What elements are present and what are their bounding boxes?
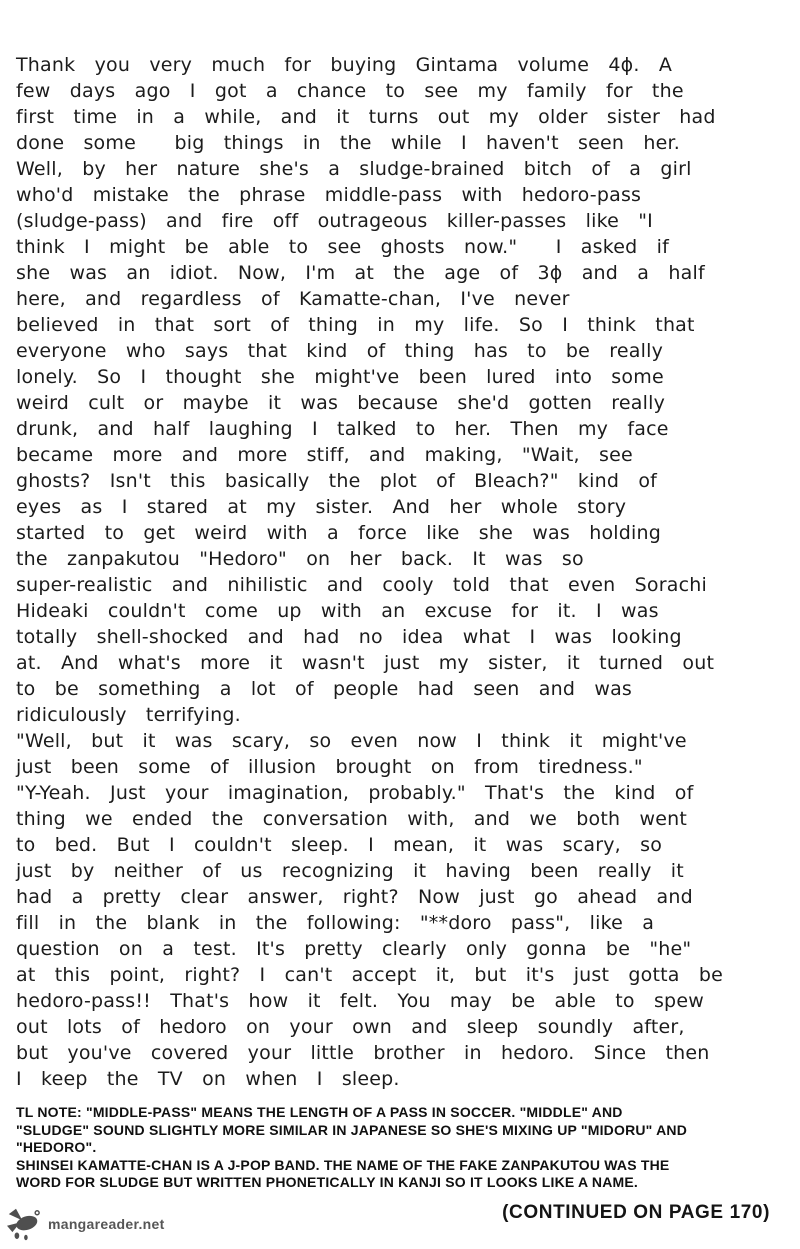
author-note-line: started to get weird with a force like she was holding [16, 522, 661, 544]
watermark-text: mangareader.net [48, 1216, 165, 1232]
continued-on-page-note: (CONTINUED ON PAGE 170) [502, 1202, 770, 1223]
author-note-paragraph-1 [16, 52, 770, 728]
author-note-line: thing we ended the conversation with, and we both went [16, 808, 687, 830]
author-note-line: Well, by her nature she's a sludge-brained bitch of a girl [16, 158, 692, 180]
author-note-line: weird cult or maybe it was because she'd gotten really [16, 392, 666, 414]
author-note-line: ridiculously terrifying. [16, 704, 241, 726]
author-note-line: just by neither of us recognizing it having been really it [16, 860, 684, 882]
author-note-line: everyone who says that kind of thing has to be really [16, 340, 664, 362]
author-note-line: drunk, and half laughing I talked to her. Then my face [16, 418, 669, 440]
author-note-line: here, and regardless of Kamatte-chan, I've never [16, 288, 570, 310]
author-note-line: believed in that sort of thing in my life. So I think that [16, 314, 695, 336]
author-note-line: to bed. But I couldn't sleep. I mean, it was scary, so [16, 834, 663, 856]
author-note-line: think I might be able to see ghosts now." I asked if [16, 236, 670, 258]
author-note-line: lonely. So I thought she might've been lured into some [16, 366, 664, 388]
author-note-line: who'd mistake the phrase middle-pass with hedoro-pass [16, 184, 642, 206]
translator-note-line: "SLUDGE" SOUND SLIGHTLY MORE SIMILAR IN JAPANESE SO SHE'S MIXING UP "MIDORU" AND [16, 1121, 688, 1138]
author-note-line: became more and more stiff, and making, "Wait, see [16, 444, 633, 466]
author-note-line: eyes as I stared at my sister. And her whole story [16, 496, 627, 518]
translator-note-line: TL NOTE: "MIDDLE-PASS" MEANS THE LENGTH OF A PASS IN SOCCER. "MIDDLE" AND [16, 1104, 623, 1120]
author-note-line: first time in a while, and it turns out my older sister had [16, 106, 716, 128]
translator-note [16, 1104, 790, 1192]
mangareader-logo-icon [6, 1206, 44, 1242]
author-note-line: "Well, but it was scary, so even now I think it might've [16, 730, 687, 752]
author-note-line: hedoro-pass!! That's how it felt. You may be able to spew [16, 990, 704, 1012]
author-note-line: (sludge-pass) and fire off outrageous killer-passes like "I [16, 210, 653, 232]
author-note-line: the zanpakutou "Hedoro" on her back. It was so [16, 548, 584, 570]
author-note-line: super-realistic and nihilistic and cooly told that even Sorachi [16, 574, 707, 596]
author-note-line: ghosts? Isn't this basically the plot of Bleach?" kind of [16, 470, 658, 492]
author-note [16, 52, 770, 1092]
author-note-line: she was an idiot. Now, I'm at the age of 3ϕ and a half [16, 262, 705, 284]
author-note-line: to be something a lot of people had seen and was [16, 678, 633, 700]
translator-note-line: SHINSEI KAMATTE-CHAN IS A J-POP BAND. THE NAME OF THE FAKE ZANPAKUTOU WAS THE [16, 1156, 670, 1173]
author-note-paragraph-3 [16, 780, 770, 1092]
author-note-line: few days ago I got a chance to see my family for the [16, 80, 684, 102]
author-note-line: totally shell-shocked and had no idea what I was looking [16, 626, 682, 648]
author-note-line: Hideaki couldn't come up with an excuse for it. I was [16, 600, 659, 622]
author-note-line: but you've covered your little brother in hedoro. Since then [16, 1042, 710, 1064]
author-note-line: at this point, right? I can't accept it, but it's just gotta be [16, 964, 724, 986]
author-note-line: out lots of hedoro on your own and sleep soundly after, [16, 1016, 685, 1038]
author-note-line: I keep the TV on when I sleep. [16, 1068, 400, 1090]
author-note-line: had a pretty clear answer, right? Now just go ahead and [16, 886, 693, 908]
author-note-line: at. And what's more it wasn't just my sister, it turned out [16, 652, 715, 674]
author-note-line: just been some of illusion brought on from tiredness." [16, 756, 643, 778]
author-note-line: question on a test. It's pretty clearly only gonna be "he" [16, 938, 692, 960]
watermark [6, 1206, 165, 1242]
translator-note-line: "HEDORO". [16, 1139, 97, 1155]
author-note-line: "Y-Yeah. Just your imagination, probably." That's the kind of [16, 782, 694, 804]
translator-note-line: WORD FOR SLUDGE BUT WRITTEN PHONETICALLY IN KANJI SO IT LOOKS LIKE A NAME. [16, 1174, 638, 1190]
author-note-line: fill in the blank in the following: "**doro pass", like a [16, 912, 655, 934]
author-note-line: Thank you very much for buying Gintama volume 4ϕ. A [16, 54, 673, 76]
author-note-paragraph-2 [16, 728, 770, 780]
author-note-line: done some big things in the while I haven't seen her. [16, 132, 680, 154]
